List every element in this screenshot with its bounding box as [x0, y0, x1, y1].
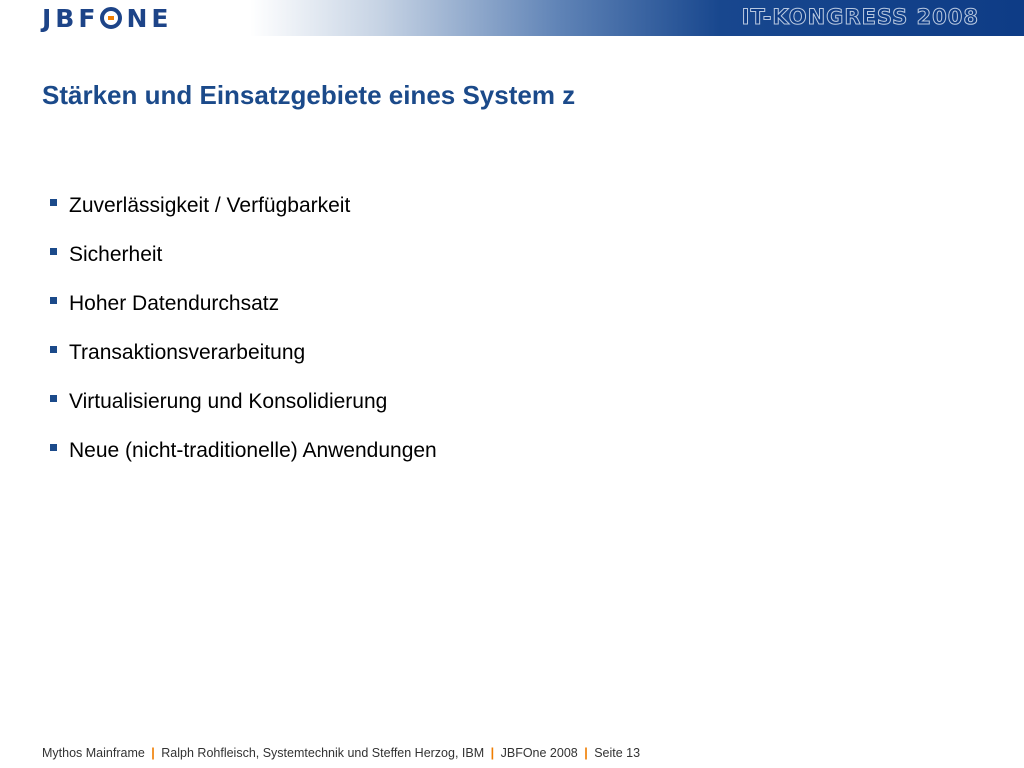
bullet-item: [50, 181, 437, 230]
bullet-item: [50, 230, 437, 279]
footer-separator: |: [584, 746, 588, 760]
bullet-item: [50, 279, 437, 328]
footer: [42, 746, 640, 760]
logo-text-left: JBF: [42, 3, 100, 33]
bullet-item: [50, 328, 437, 377]
event-title: IT-KONGRESS 2008: [741, 5, 979, 29]
bullet-text: Neue (nicht-traditionelle) Anwendungen: [69, 438, 437, 462]
footer-separator: |: [151, 746, 155, 760]
bullet-text: Virtualisierung und Konsolidierung: [69, 389, 388, 413]
bullet-item: [50, 426, 437, 475]
square-bullet-icon: [50, 297, 57, 304]
bullet-text: Sicherheit: [69, 242, 163, 266]
footer-event: JBFOne 2008: [500, 746, 578, 760]
bullet-text: Transaktionsverarbeitung: [69, 340, 306, 364]
jbfone-logo: [42, 4, 172, 32]
bullet-text: Zuverlässigkeit / Verfügbarkeit: [69, 193, 351, 217]
square-bullet-icon: [50, 248, 57, 255]
square-bullet-icon: [50, 395, 57, 402]
bullet-text: Hoher Datendurchsatz: [69, 291, 280, 315]
square-bullet-icon: [50, 444, 57, 451]
square-bullet-icon: [50, 199, 57, 206]
slide-title: Stärken und Einsatzgebiete eines System z: [42, 80, 576, 110]
footer-page-number: Seite 13: [594, 746, 641, 760]
footer-separator: |: [490, 746, 495, 760]
bullet-list: [50, 181, 437, 475]
footer-authors: Ralph Rohfleisch, Systemtechnik und Steffen Herzog, IBM: [161, 746, 485, 760]
logo-text-right: NE: [126, 3, 173, 33]
bullet-item: [50, 377, 437, 426]
logo-o-icon: [100, 7, 122, 29]
square-bullet-icon: [50, 346, 57, 353]
footer-topic: Mythos Mainframe: [42, 746, 145, 760]
